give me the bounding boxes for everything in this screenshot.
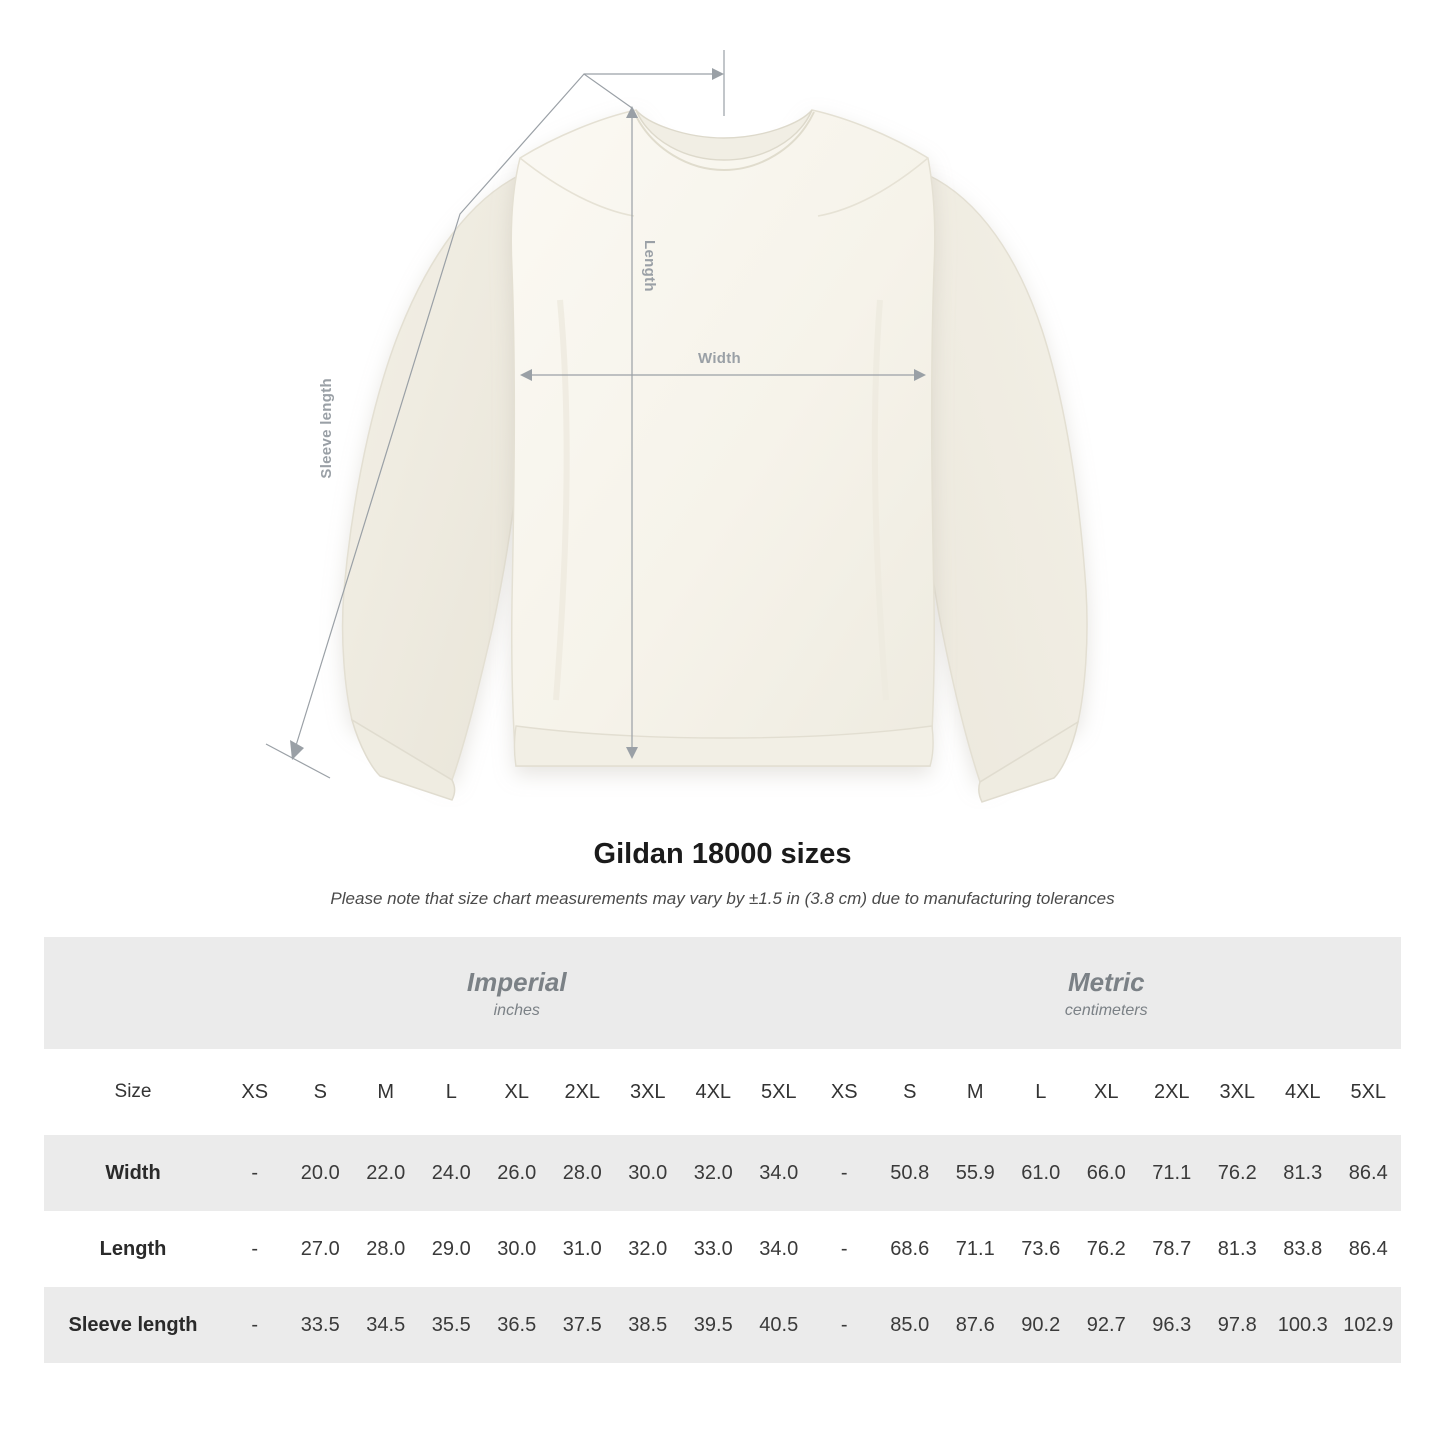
cell: - xyxy=(812,1211,878,1287)
size-header-cell: XL xyxy=(1074,1049,1140,1135)
cell: 68.6 xyxy=(877,1211,943,1287)
size-header-cell: 3XL xyxy=(615,1049,681,1135)
cell: 50.8 xyxy=(877,1135,943,1211)
cell: 76.2 xyxy=(1205,1135,1271,1211)
cell: 92.7 xyxy=(1074,1287,1140,1363)
cell: 34.0 xyxy=(746,1135,812,1211)
metric-sublabel: centimeters xyxy=(1064,1002,1148,1020)
imperial-label: Imperial xyxy=(466,966,567,997)
cell: - xyxy=(222,1135,288,1211)
cell: 20.0 xyxy=(288,1135,354,1211)
table-row xyxy=(44,1287,1401,1363)
size-header-cell: L xyxy=(1008,1049,1074,1135)
shoulder-pointer-arrow xyxy=(712,68,724,80)
size-header-cell: 5XL xyxy=(746,1049,812,1135)
size-header-cell: 5XL xyxy=(1336,1049,1402,1135)
cell: 90.2 xyxy=(1008,1287,1074,1363)
cell: 83.8 xyxy=(1270,1211,1336,1287)
size-header-cell: XS xyxy=(222,1049,288,1135)
sweatshirt-body xyxy=(511,110,934,766)
cell: 66.0 xyxy=(1074,1135,1140,1211)
cell: 34.0 xyxy=(746,1211,812,1287)
cell: 86.4 xyxy=(1336,1135,1402,1211)
cell: - xyxy=(812,1287,878,1363)
cell: 76.2 xyxy=(1074,1211,1140,1287)
imperial-sublabel: inches xyxy=(493,1002,540,1020)
cell: 24.0 xyxy=(419,1135,485,1211)
cell: 28.0 xyxy=(353,1211,419,1287)
size-header-cell: M xyxy=(943,1049,1009,1135)
tolerance-note: Please note that size chart measurements may vary by ±1.5 in (3.8 cm) due to manufacturing tolerances xyxy=(330,889,1115,908)
cell: 81.3 xyxy=(1205,1211,1271,1287)
size-header-cell: 2XL xyxy=(1139,1049,1205,1135)
width-dimension-label: Width xyxy=(698,350,742,367)
cell: 38.5 xyxy=(615,1287,681,1363)
cell: 33.0 xyxy=(681,1211,747,1287)
size-header-cell: 2XL xyxy=(550,1049,616,1135)
cell: 55.9 xyxy=(943,1135,1009,1211)
metric-group-header xyxy=(812,937,1402,1049)
size-header-cell: 4XL xyxy=(1270,1049,1336,1135)
cell: 30.0 xyxy=(484,1211,550,1287)
metric-label: Metric xyxy=(1067,966,1145,997)
cell: 40.5 xyxy=(746,1287,812,1363)
cell: 39.5 xyxy=(681,1287,747,1363)
cell: 34.5 xyxy=(353,1287,419,1363)
cell: 86.4 xyxy=(1336,1211,1402,1287)
row-label-length: Length xyxy=(44,1211,222,1287)
row-label-width: Width xyxy=(44,1135,222,1211)
size-header-cell: S xyxy=(877,1049,943,1135)
cell: 30.0 xyxy=(615,1135,681,1211)
cell: 87.6 xyxy=(943,1287,1009,1363)
size-header-cell: S xyxy=(288,1049,354,1135)
cell: 78.7 xyxy=(1139,1211,1205,1287)
cell: 100.3 xyxy=(1270,1287,1336,1363)
unit-spacer xyxy=(44,937,222,1049)
cell: 102.9 xyxy=(1336,1287,1402,1363)
size-column-header: Size xyxy=(44,1049,222,1135)
size-header-cell: XS xyxy=(812,1049,878,1135)
cell: 27.0 xyxy=(288,1211,354,1287)
cell: 61.0 xyxy=(1008,1135,1074,1211)
size-header-cell: M xyxy=(353,1049,419,1135)
page-title: Gildan 18000 sizes xyxy=(593,838,852,870)
cell: 26.0 xyxy=(484,1135,550,1211)
size-header-cell: 4XL xyxy=(681,1049,747,1135)
cell: 31.0 xyxy=(550,1211,616,1287)
cell: 97.8 xyxy=(1205,1287,1271,1363)
cell: 37.5 xyxy=(550,1287,616,1363)
size-header-cell: XL xyxy=(484,1049,550,1135)
size-header-cell: L xyxy=(419,1049,485,1135)
cell: 71.1 xyxy=(1139,1135,1205,1211)
cell: 85.0 xyxy=(877,1287,943,1363)
cell: 71.1 xyxy=(943,1211,1009,1287)
cell: - xyxy=(222,1287,288,1363)
cell: 73.6 xyxy=(1008,1211,1074,1287)
size-header-cell: 3XL xyxy=(1205,1049,1271,1135)
unit-header-row xyxy=(44,937,1401,1049)
table-row xyxy=(44,1211,1401,1287)
cell: 36.5 xyxy=(484,1287,550,1363)
cell: - xyxy=(222,1211,288,1287)
length-dimension-label: Length xyxy=(641,240,658,292)
right-sleeve xyxy=(918,175,1087,782)
sleeve-length-dimension-label: Sleeve length xyxy=(318,378,335,479)
imperial-group-header xyxy=(222,937,812,1049)
size-table-wrapper xyxy=(44,937,1401,1363)
cell: 32.0 xyxy=(681,1135,747,1211)
cell: 33.5 xyxy=(288,1287,354,1363)
row-label-sleeve-length: Sleeve length xyxy=(44,1287,222,1363)
cell: 28.0 xyxy=(550,1135,616,1211)
cell: 32.0 xyxy=(615,1211,681,1287)
cell: 96.3 xyxy=(1139,1287,1205,1363)
left-sleeve xyxy=(343,175,522,780)
cell: 29.0 xyxy=(419,1211,485,1287)
cell: 22.0 xyxy=(353,1135,419,1211)
size-header-row xyxy=(44,1049,1401,1135)
size-table xyxy=(44,937,1401,1363)
cell: 35.5 xyxy=(419,1287,485,1363)
cell: - xyxy=(812,1135,878,1211)
table-row xyxy=(44,1135,1401,1211)
cell: 81.3 xyxy=(1270,1135,1336,1211)
